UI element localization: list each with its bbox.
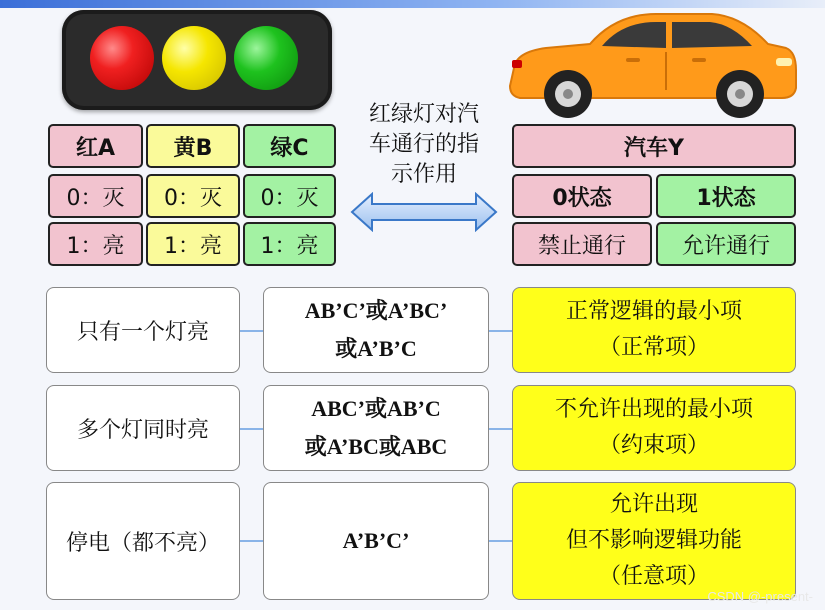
red-lamp [90, 26, 154, 90]
connector [240, 330, 264, 332]
row2-terms [263, 385, 489, 471]
light-c-on: 1：亮 [243, 222, 336, 266]
connector [488, 330, 512, 332]
row2-meaning-text: 不允许出现的最小项 （约束项） [554, 397, 753, 458]
connector [240, 540, 264, 542]
light-a-off: 0：灭 [48, 174, 143, 218]
light-c-off: 0：灭 [243, 174, 336, 218]
light-b-off: 0：灭 [146, 174, 240, 218]
row2-meaning [512, 385, 796, 471]
green-lamp [234, 26, 298, 90]
yellow-lamp [162, 26, 226, 90]
car-header: 汽车Y [512, 124, 796, 168]
row3-terms-text: A’B’C’ [342, 528, 410, 553]
row3-meaning [512, 482, 796, 600]
light-b-on: 1：亮 [146, 222, 240, 266]
row1-condition [46, 287, 240, 373]
car-icon [506, 8, 798, 120]
relation-caption-text: 红绿灯对汽 车通行的指 示作用 [368, 102, 479, 187]
watermark: CSDN @-present- [707, 589, 813, 604]
row2-terms-text: ABC’或AB’C 或A’BC或ABC [304, 396, 448, 459]
connector [488, 428, 512, 430]
row3-condition [46, 482, 240, 600]
light-b-header: 黄B [146, 124, 240, 168]
double-arrow-icon [350, 192, 498, 232]
row2-condition [46, 385, 240, 471]
row1-terms-text: AB’C’或A’BC’ 或A’B’C [304, 298, 448, 361]
light-c-header: 绿C [243, 124, 336, 168]
car-state1: 1状态 [656, 174, 796, 218]
row3-terms [263, 482, 489, 600]
light-a-on: 1：亮 [48, 222, 143, 266]
row3-meaning-text: 允许出现 但不影响逻辑功能 （任意项） [565, 492, 742, 589]
light-a-header: 红A [48, 124, 143, 168]
row3-condition-text: 停电（都不亮） [65, 530, 220, 556]
car-go: 允许通行 [656, 222, 796, 266]
row1-meaning-text: 正常逻辑的最小项 （正常项） [565, 299, 742, 360]
connector [488, 540, 512, 542]
row1-terms [263, 287, 489, 373]
row1-meaning [512, 287, 796, 373]
row1-condition-text: 只有一个灯亮 [76, 319, 209, 345]
relation-caption [352, 100, 496, 190]
row2-condition-text: 多个灯同时亮 [76, 417, 209, 443]
connector [240, 428, 264, 430]
car-stop: 禁止通行 [512, 222, 652, 266]
car-state0: 0状态 [512, 174, 652, 218]
traffic-light [62, 10, 332, 110]
top-banner [0, 0, 825, 8]
